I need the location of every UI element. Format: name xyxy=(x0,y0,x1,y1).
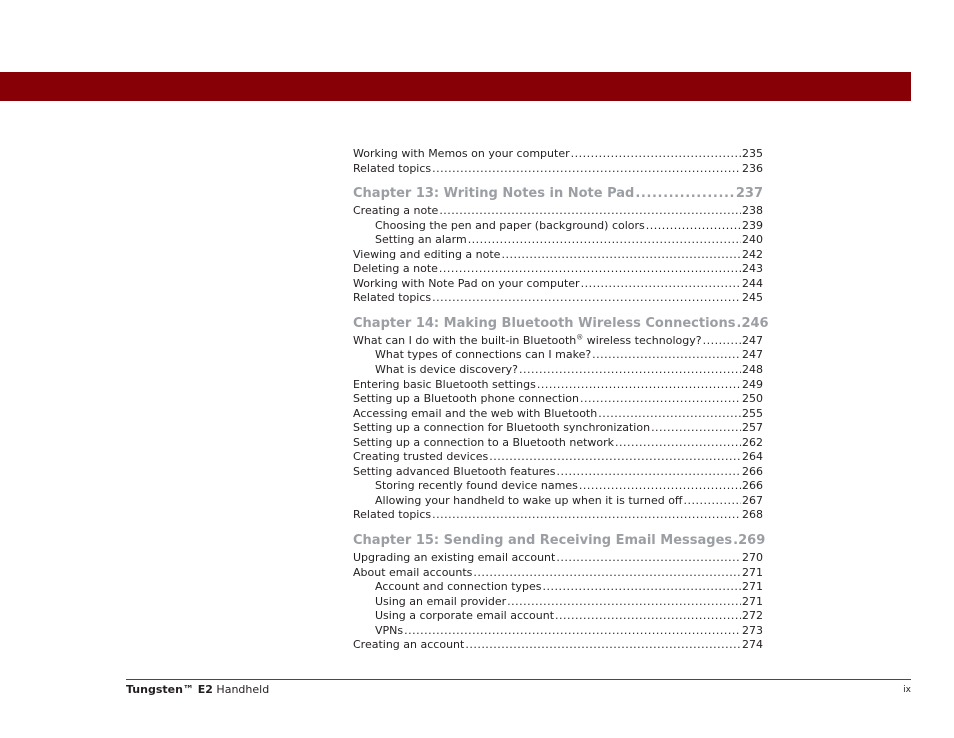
toc-entry-title-text: Account and connection types xyxy=(375,580,542,594)
toc-entry[interactable] xyxy=(353,147,763,162)
dot-leader xyxy=(703,334,741,349)
toc-entry-page: 269 xyxy=(738,533,766,549)
toc-entry-page: 271 xyxy=(742,565,763,579)
toc-entry-title xyxy=(353,392,579,407)
toc-entry[interactable] xyxy=(353,219,763,234)
toc-entry-page: 267 xyxy=(742,493,763,507)
toc-entry-title xyxy=(353,204,438,219)
toc-entry-page: 245 xyxy=(742,291,763,305)
toc-entry-page: 248 xyxy=(742,363,763,377)
toc-entry-page: 237 xyxy=(735,186,763,202)
toc-entry[interactable] xyxy=(353,392,763,407)
toc-entry-title-text: Allowing your handheld to wake up when it is turned off xyxy=(375,493,683,507)
toc-entry[interactable] xyxy=(353,378,763,393)
registered-mark: ® xyxy=(576,333,584,342)
toc-entry-page: 246 xyxy=(741,315,769,331)
toc-entry[interactable] xyxy=(353,248,763,263)
dot-leader xyxy=(489,450,741,465)
footer-page-number: ix xyxy=(903,685,911,695)
toc-entry-title xyxy=(353,532,732,550)
toc-entry-page: 239 xyxy=(742,218,763,232)
toc-entry-title xyxy=(353,315,735,333)
toc-entry-title-text: About email accounts xyxy=(353,565,473,579)
toc-entry-page: 268 xyxy=(742,508,763,522)
dot-leader xyxy=(579,479,741,494)
toc-entry-title-text: Related topics xyxy=(353,291,432,305)
dot-leader xyxy=(635,185,734,203)
toc-entry-title xyxy=(353,566,472,581)
toc-entry-title xyxy=(375,479,578,494)
toc-entry-title xyxy=(353,407,597,422)
toc-entry-title-suffix: wireless technology? xyxy=(583,333,702,347)
dot-leader xyxy=(507,595,741,610)
dot-leader xyxy=(468,233,741,248)
dot-leader xyxy=(519,363,741,378)
dot-leader xyxy=(473,566,741,581)
toc-entry[interactable] xyxy=(353,624,763,639)
toc-entry-title xyxy=(375,595,506,610)
toc-entry-title-text: Upgrading an existing email account xyxy=(353,551,556,565)
toc-entry-page: 255 xyxy=(742,406,763,420)
toc-entry[interactable] xyxy=(353,204,763,219)
toc-entry-title xyxy=(353,508,431,523)
toc-entry-page: 244 xyxy=(742,276,763,290)
toc-entry-title-text: What can I do with the built-in Bluetooth xyxy=(353,333,577,347)
toc-entry-title-text: Creating a note xyxy=(353,204,439,218)
toc-entry-title-text: Choosing the pen and paper (background) colors xyxy=(375,218,645,232)
toc-entry-title xyxy=(353,162,431,177)
toc-entry-title xyxy=(353,421,650,436)
toc-entry-title-text: Using an email provider xyxy=(375,594,507,608)
toc-entry[interactable] xyxy=(353,494,763,509)
toc-entry-title xyxy=(353,638,464,653)
toc-entry-title xyxy=(375,219,645,234)
toc-entry-page: 240 xyxy=(742,233,763,247)
dot-leader xyxy=(571,147,741,162)
toc-entry-title-text: What types of connections can I make? xyxy=(375,348,592,362)
toc-entry[interactable] xyxy=(353,450,763,465)
toc-entry-page: 243 xyxy=(742,262,763,276)
toc-entry-title xyxy=(375,609,554,624)
toc-entry-title-text: What is device discovery? xyxy=(375,363,519,377)
toc-entry[interactable] xyxy=(353,595,763,610)
dot-leader xyxy=(733,532,737,550)
toc-entry-page: 266 xyxy=(742,464,763,478)
dot-leader xyxy=(556,465,741,480)
dot-leader xyxy=(432,291,741,306)
toc-chapter-heading[interactable] xyxy=(353,315,769,333)
toc-entry-title-text: Setting up a connection to a Bluetooth network xyxy=(353,435,615,449)
toc-entry-page: 271 xyxy=(742,580,763,594)
toc-entry-title xyxy=(353,248,500,263)
toc-entry[interactable] xyxy=(353,277,763,292)
toc-entry-page: 262 xyxy=(742,435,763,449)
dot-leader xyxy=(684,494,741,509)
toc-entry-title-text: Chapter 14: Making Bluetooth Wireless Connections xyxy=(353,315,736,331)
toc-entry-title-text: Chapter 15: Sending and Receiving Email Messages xyxy=(353,533,733,549)
dot-leader xyxy=(543,580,741,595)
toc-entry-title xyxy=(353,436,614,451)
toc-entry-title-text: Accessing email and the web with Bluetooth xyxy=(353,406,598,420)
toc-entry-title-text: Creating an account xyxy=(353,638,465,652)
toc-entry[interactable] xyxy=(353,348,763,363)
toc-entry[interactable] xyxy=(353,551,763,566)
toc-entry-title-text: Deleting a note xyxy=(353,262,438,276)
toc-entry-title xyxy=(353,378,536,393)
dot-leader xyxy=(501,248,741,263)
toc-entry-title-text: Setting up a Bluetooth phone connection xyxy=(353,392,579,406)
toc-entry[interactable] xyxy=(353,162,763,177)
dot-leader xyxy=(651,421,741,436)
toc-entry[interactable] xyxy=(353,638,763,653)
toc-entry-page: 249 xyxy=(742,377,763,391)
toc-entry-title-text: Storing recently found device names xyxy=(375,479,578,493)
dot-leader xyxy=(404,624,741,639)
toc-entry-title-text: Viewing and editing a note xyxy=(353,247,501,261)
dot-leader xyxy=(556,551,741,566)
toc-entry[interactable] xyxy=(353,479,763,494)
dot-leader xyxy=(581,277,741,292)
toc-entry-title xyxy=(353,465,555,480)
toc-entry-title-text: Setting advanced Bluetooth features xyxy=(353,464,556,478)
toc-entry[interactable] xyxy=(353,436,763,451)
footer-product-name xyxy=(126,683,269,696)
toc-entry-page: 272 xyxy=(742,609,763,623)
dot-leader xyxy=(580,392,741,407)
toc-entry-page: 270 xyxy=(742,551,763,565)
toc-chapter-heading[interactable] xyxy=(353,185,763,203)
toc-entry-title xyxy=(353,277,580,292)
toc-entry[interactable] xyxy=(353,421,763,436)
toc-entry-page: 274 xyxy=(742,638,763,652)
toc-entry[interactable] xyxy=(353,407,763,422)
toc-entry-page: 266 xyxy=(742,479,763,493)
dot-leader xyxy=(555,609,741,624)
toc-entry-page: 235 xyxy=(742,147,763,160)
toc-entry-page: 250 xyxy=(742,392,763,406)
toc-entry-page: 236 xyxy=(742,161,763,175)
toc-entry-title xyxy=(353,551,555,566)
toc-entry-title xyxy=(353,334,702,349)
toc-entry-title xyxy=(375,363,518,378)
toc-entry-page: 271 xyxy=(742,594,763,608)
toc-entry-title-text: Related topics xyxy=(353,508,432,522)
toc-entry[interactable] xyxy=(353,465,763,480)
toc-entry-page: 242 xyxy=(742,247,763,261)
toc-entry-title-text: Creating trusted devices xyxy=(353,450,489,464)
dot-leader xyxy=(736,315,740,333)
toc-entry[interactable] xyxy=(353,363,763,378)
toc-entry-title-text: Working with Memos on your computer xyxy=(353,147,570,160)
footer-product-bold: Tungsten™ E2 xyxy=(126,683,213,696)
toc-entry-title xyxy=(375,624,403,639)
toc-entry[interactable] xyxy=(353,291,763,306)
toc-entry-title-text: Related topics xyxy=(353,161,432,175)
toc-entry-title-text: Setting up a connection for Bluetooth synchronization xyxy=(353,421,651,435)
toc-entry-title-text: Using a corporate email account xyxy=(375,609,555,623)
toc-entry[interactable] xyxy=(353,566,763,581)
toc-entry-title xyxy=(353,147,570,162)
toc-entry-title xyxy=(375,580,542,595)
toc-entry[interactable] xyxy=(353,334,763,349)
dot-leader xyxy=(432,162,741,177)
dot-leader xyxy=(432,508,741,523)
toc-entry-page: 257 xyxy=(742,421,763,435)
dot-leader xyxy=(598,407,741,422)
toc-entry-page: 247 xyxy=(742,348,763,362)
toc-entry-page: 273 xyxy=(742,623,763,637)
toc-entry[interactable] xyxy=(353,609,763,624)
dot-leader xyxy=(439,262,741,277)
toc-entry-title xyxy=(375,494,683,509)
toc-entry-page: 264 xyxy=(742,450,763,464)
toc-entry-title xyxy=(375,233,467,248)
toc-entry-title-text: Chapter 13: Writing Notes in Note Pad xyxy=(353,186,635,202)
dot-leader xyxy=(646,219,741,234)
toc-entry-title xyxy=(353,291,431,306)
toc-entry-title xyxy=(375,348,591,363)
toc-entry-page: 238 xyxy=(742,204,763,218)
dot-leader xyxy=(615,436,741,451)
footer-product-rest: Handheld xyxy=(212,683,270,696)
header-banner xyxy=(0,72,911,101)
toc-entry-title xyxy=(353,262,438,277)
dot-leader xyxy=(537,378,741,393)
toc-entry-title-text: Setting an alarm xyxy=(375,233,467,247)
toc-chapter-heading[interactable] xyxy=(353,532,766,550)
dot-leader xyxy=(592,348,741,363)
toc-entry-title xyxy=(353,450,488,465)
toc-entry-title xyxy=(353,185,634,203)
toc-entry-title-text: Entering basic Bluetooth settings xyxy=(353,377,536,391)
toc-entry[interactable] xyxy=(353,233,763,248)
table-of-contents xyxy=(353,147,769,653)
dot-leader xyxy=(465,638,741,653)
toc-entry[interactable] xyxy=(353,580,763,595)
dot-leader xyxy=(439,204,741,219)
toc-entry-title-text: Working with Note Pad on your computer xyxy=(353,276,580,290)
toc-entry[interactable] xyxy=(353,262,763,277)
toc-entry-title-text: VPNs xyxy=(375,623,404,637)
toc-entry-page: 247 xyxy=(742,333,763,347)
toc-entry[interactable] xyxy=(353,508,763,523)
footer-divider xyxy=(126,679,911,680)
